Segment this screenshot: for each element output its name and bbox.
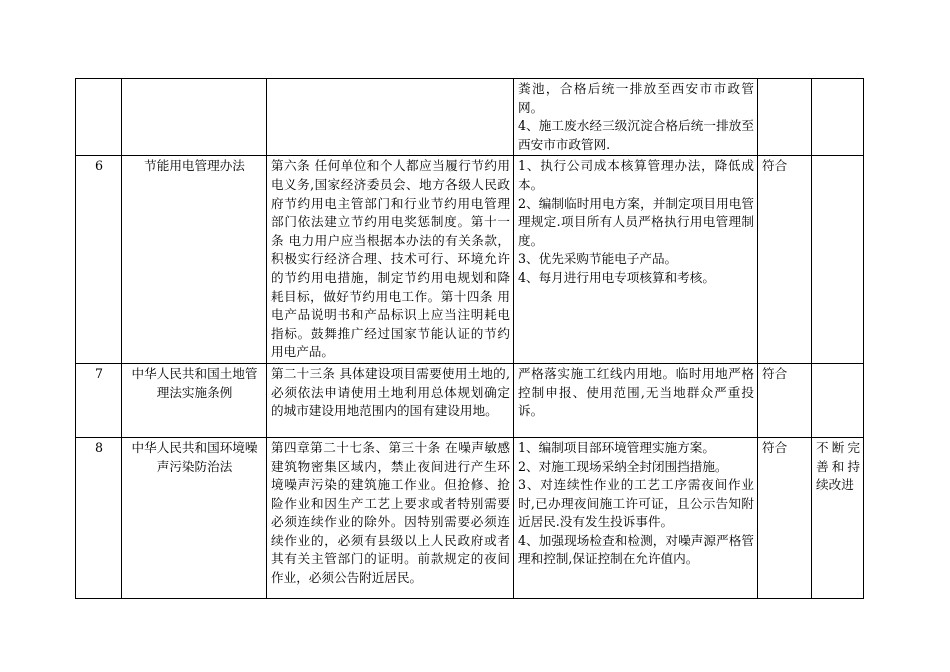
measure-item: 1、编制项目部环境管理实施方案。 — [518, 439, 715, 455]
regulation-clause: 第四章第二十七条、第三十条 在噪声敏感建筑物密集区域内，禁止夜间进行产生环境噪声污染的建筑施工作业。但抢修、抢险作业和因生产工艺上要求或者特别需要必须连续作业的除外。因特别需要必须连续作业的，必须有县级以上人民政府或者其有关主管部门的证明。前款规定的夜间作业，必须公告附近居民。 — [267, 437, 514, 598]
remark — [812, 363, 864, 437]
row-number: 8 — [76, 437, 122, 598]
regulation-name: 中华人民共和国土地管理法实施条例 — [122, 363, 267, 437]
table-row — [76, 79, 864, 156]
compliance-measures — [514, 437, 758, 598]
regulation-name: 节能用电管理办法 — [122, 156, 267, 364]
measure-item: 1、执行公司成本核算管理办法，降低成本。 — [518, 158, 754, 192]
regulation-name: 中华人民共和国环境噪声污染防治法 — [122, 437, 267, 598]
evaluation-result — [758, 79, 812, 156]
regulation-clause: 第六条 任何单位和个人都应当履行节约用电义务,国家经济委员会、地方各级人民政府节约用电主管部门和行业节约用电管理部门依法建立节约用电奖惩制度。第十一条 电力用户应当根据本办法的有关条款，积极实行经济合理、技术可行、环境允许的节约用电措施，制定节约用电规划和降耗目标，做好节约用电工作。第十四条 用电产品说明书和产品标识上应当注明耗电指标。鼓舞推广经过国家节能认证的节约用电产品。 — [267, 156, 514, 364]
evaluation-result: 符合 — [758, 363, 812, 437]
regulation-name — [122, 79, 267, 156]
regulation-clause: 第二十三条 具体建设项目需要使用土地的,必须依法申请使用土地利用总体规划确定的城市建设用地范围内的国有建设用地。 — [267, 363, 514, 437]
measure-item: 3、优先采购节能电子产品。 — [518, 251, 678, 267]
measure-item: 4、每月进行用电专项核算和考核。 — [518, 269, 715, 285]
table-row — [76, 363, 864, 437]
measure-item: 4、加强现场检查和检测，对噪声源严格管理和控制,保证控制在允许值内。 — [518, 532, 754, 567]
compliance-measures — [514, 363, 758, 437]
row-number: 6 — [76, 156, 122, 364]
measure-item: 4、施工废水经三级沉淀合格后统一排放至西安市市政管网. — [518, 118, 754, 152]
regulation-compliance-table — [75, 78, 864, 599]
row-number: 7 — [76, 363, 122, 437]
evaluation-result: 符合 — [758, 437, 812, 598]
regulation-clause — [267, 79, 514, 156]
measure-item: 严格落实施工红线内用地。临时用地严格控制申报、使用范围,无当地群众严重投诉。 — [518, 365, 754, 419]
table-row — [76, 437, 864, 598]
row-number — [76, 79, 122, 156]
measure-item: 2、对施工现场采纳全封闭围挡措施。 — [518, 458, 728, 474]
measure-item: 粪池，合格后统一排放至西安市市政管网。 — [518, 81, 754, 115]
evaluation-result: 符合 — [758, 156, 812, 364]
remark — [812, 79, 864, 156]
measure-item: 2、编制临时用电方案，并制定项目用电管理规定.项目所有人员严格执行用电管理制度。 — [518, 195, 754, 248]
remark: 不断完善和持续改进 — [812, 437, 864, 598]
table-row — [76, 156, 864, 364]
compliance-measures — [514, 156, 758, 364]
compliance-measures — [514, 79, 758, 156]
remark — [812, 156, 864, 364]
measure-item: 3、对连续性作业的工艺工序需夜间作业时,已办理夜间施工许可证，且公示告知附近居民.没有发生投诉事件。 — [518, 477, 754, 530]
